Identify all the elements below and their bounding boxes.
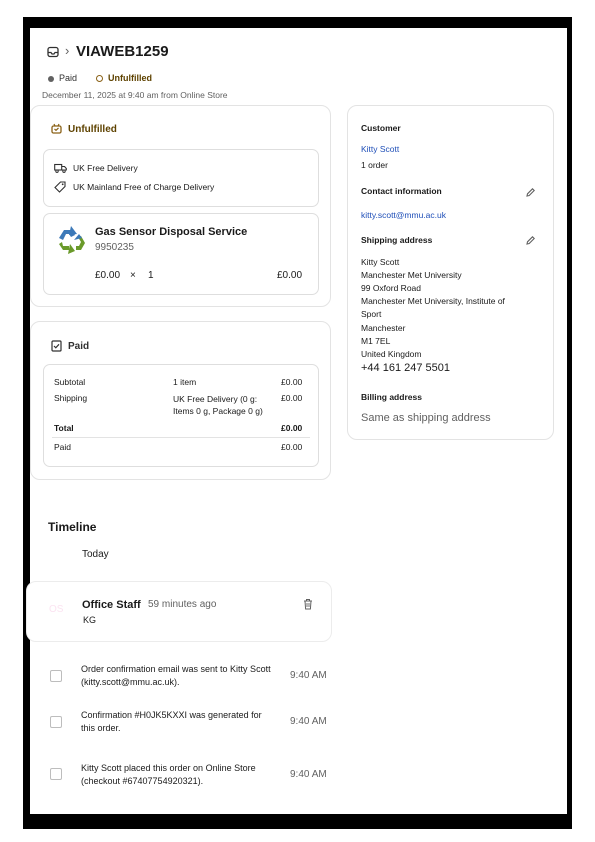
- contact-heading: Contact information: [361, 186, 442, 196]
- unfulfilled-ring-icon: [96, 75, 103, 82]
- subtotal-desc: 1 item: [173, 377, 197, 387]
- timeline-title: Timeline: [48, 520, 97, 534]
- timeline-event-time: 9:40 AM: [290, 670, 327, 681]
- timeline-event-text: Kitty Scott placed this order on Online Store (checkout #67407754920321).: [81, 763, 256, 786]
- delete-trash-icon[interactable]: [303, 598, 313, 610]
- summary-divider: [52, 437, 310, 438]
- item-name-link[interactable]: Gas Sensor Disposal Service: [95, 226, 248, 238]
- address-line: Kitty Scott: [361, 257, 400, 267]
- order-date: December 11, 2025 at 9:40 am from Online Store: [42, 90, 228, 100]
- event-icon-box: [50, 670, 62, 682]
- package-icon: [51, 123, 62, 134]
- recycle-icon: [54, 224, 88, 258]
- address-line: M1 7EL: [361, 336, 391, 346]
- paid-dot-icon: [48, 76, 54, 82]
- shipping-address-heading: Shipping address: [361, 235, 433, 245]
- timeline-comment-card: [26, 581, 332, 642]
- timeline-event-text: Confirmation #H0JK5KXXI was generated for this order.: [81, 710, 262, 733]
- event-icon-box: [50, 768, 62, 780]
- item-multiplier: ×: [130, 270, 136, 281]
- fulfillment-title: Unfulfilled: [68, 124, 117, 135]
- comment-time: 59 minutes ago: [148, 599, 217, 610]
- customer-name-link[interactable]: Kitty Scott: [361, 144, 400, 154]
- address-line: Manchester: [361, 323, 406, 333]
- breadcrumb-chevron-icon: ›: [65, 43, 70, 58]
- customer-heading: Customer: [361, 123, 401, 133]
- subtotal-amount: £0.00: [281, 377, 303, 387]
- delivery-box: [43, 149, 319, 207]
- edit-shipping-pencil-icon[interactable]: [525, 235, 536, 246]
- comment-text: KG: [83, 615, 97, 625]
- fulfillment-status-badge: Unfulfilled: [108, 73, 152, 83]
- timeline-event-time: 9:40 AM: [290, 769, 327, 780]
- shipping-amount: £0.00: [281, 393, 303, 403]
- truck-icon: [54, 163, 67, 173]
- customer-email-link[interactable]: kitty.scott@mmu.ac.uk: [361, 210, 446, 220]
- timeline-event-time: 9:40 AM: [290, 716, 327, 727]
- receipt-icon: [51, 340, 62, 352]
- order-page: [30, 28, 567, 814]
- customer-phone: +44 161 247 5501: [361, 362, 451, 374]
- item-sku: 9950235: [95, 242, 134, 253]
- timeline-day: Today: [82, 549, 109, 560]
- paid-amount: £0.00: [281, 442, 303, 452]
- item-unit-price: £0.00: [95, 270, 121, 281]
- payment-status-badge: Paid: [59, 73, 78, 83]
- inbox-icon[interactable]: [47, 46, 59, 58]
- shipping-desc: UK Free Delivery (0 g: Items 0 g, Package 0 g): [173, 394, 263, 416]
- line-item: [43, 213, 319, 295]
- item-total: £0.00: [277, 270, 303, 281]
- payment-summary: [43, 364, 319, 467]
- address-line: Sport: [361, 309, 382, 319]
- edit-contact-pencil-icon[interactable]: [525, 187, 536, 198]
- total-label: Total: [54, 423, 74, 433]
- shipping-label: Shipping: [54, 393, 88, 403]
- billing-address-heading: Billing address: [361, 392, 422, 402]
- billing-address-value: Same as shipping address: [361, 412, 491, 424]
- address-line: 99 Oxford Road: [361, 283, 422, 293]
- address-line: Manchester Met University: [361, 270, 462, 280]
- comment-author: Office Staff: [82, 599, 141, 611]
- payment-title: Paid: [68, 341, 90, 352]
- payment-card: [30, 321, 331, 480]
- delivery-method: UK Free Delivery: [73, 163, 138, 173]
- customer-card: [347, 105, 554, 440]
- item-quantity: 1: [148, 270, 154, 281]
- comment-avatar: OS: [49, 604, 64, 615]
- tag-icon: [54, 181, 66, 193]
- event-icon-box: [50, 716, 62, 728]
- address-line: Manchester Met University, Institute of: [361, 296, 505, 306]
- timeline-event-text: Order confirmation email was sent to Kitty Scott (kitty.scott@mmu.ac.uk).: [81, 664, 271, 687]
- delivery-tag: UK Mainland Free of Charge Delivery: [73, 182, 215, 192]
- order-title: VIAWEB1259: [76, 43, 169, 60]
- total-amount: £0.00: [281, 423, 303, 433]
- subtotal-label: Subtotal: [54, 377, 86, 387]
- address-line: United Kingdom: [361, 349, 422, 359]
- paid-label: Paid: [54, 442, 72, 452]
- fulfillment-card: [30, 105, 331, 307]
- customer-orders-link[interactable]: 1 order: [361, 160, 388, 170]
